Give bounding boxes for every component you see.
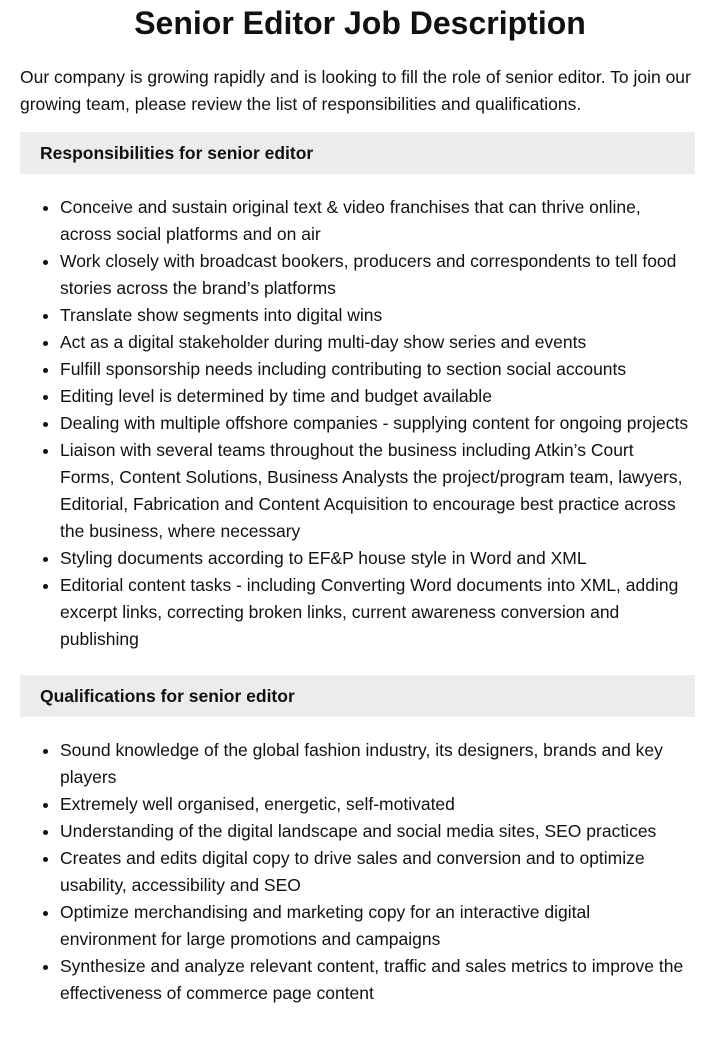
list-item: • Extremely well organised, energetic, self-motivated: [60, 791, 690, 818]
list-item: • Dealing with multiple offshore companies - supplying content for ongoing projects: [60, 410, 690, 437]
qualifications-heading: Qualifications for senior editor: [20, 675, 695, 717]
list-item: • Synthesize and analyze relevant content, traffic and sales metrics to improve the effectiveness of commerce page content: [60, 953, 690, 1007]
responsibilities-heading: Responsibilities for senior editor: [20, 132, 695, 174]
qualifications-list: [20, 737, 690, 1007]
list-item: • Optimize merchandising and marketing copy for an interactive digital environment for large promotions and campaigns: [60, 899, 690, 953]
list-item: • Liaison with several teams throughout the business including Atkin’s Court Forms, Content Solutions, Business Analysts the project/program team, lawyers, Editorial, Fabrication and Content Acquisition to encourage best practice across the business, where necessary: [60, 437, 690, 545]
list-item: • Understanding of the digital landscape and social media sites, SEO practices: [60, 818, 690, 845]
list-item: • Sound knowledge of the global fashion industry, its designers, brands and key players: [60, 737, 690, 791]
intro-text: Our company is growing rapidly and is looking to fill the role of senior editor. To join our growing team, please review the list of responsibilities and qualifications.: [20, 67, 691, 114]
list-item: • Work closely with broadcast bookers, producers and correspondents to tell food stories across the brand’s platforms: [60, 248, 690, 302]
page-title: Senior Editor Job Description: [134, 5, 586, 41]
list-item: • Translate show segments into digital wins: [60, 302, 690, 329]
list-item: • Editing level is determined by time and budget available: [60, 383, 690, 410]
list-item: • Fulfill sponsorship needs including contributing to section social accounts: [60, 356, 690, 383]
list-item: • Conceive and sustain original text & video franchises that can thrive online, across social platforms and on air: [60, 194, 690, 248]
list-item: • Act as a digital stakeholder during multi-day show series and events: [60, 329, 690, 356]
list-item: • Styling documents according to EF&P house style in Word and XML: [60, 545, 690, 572]
list-item: • Editorial content tasks - including Converting Word documents into XML, adding excerpt links, correcting broken links, current awareness conversion and publishing: [60, 572, 690, 653]
responsibilities-list: [20, 194, 690, 653]
list-item: • Creates and edits digital copy to drive sales and conversion and to optimize usability, accessibility and SEO: [60, 845, 690, 899]
